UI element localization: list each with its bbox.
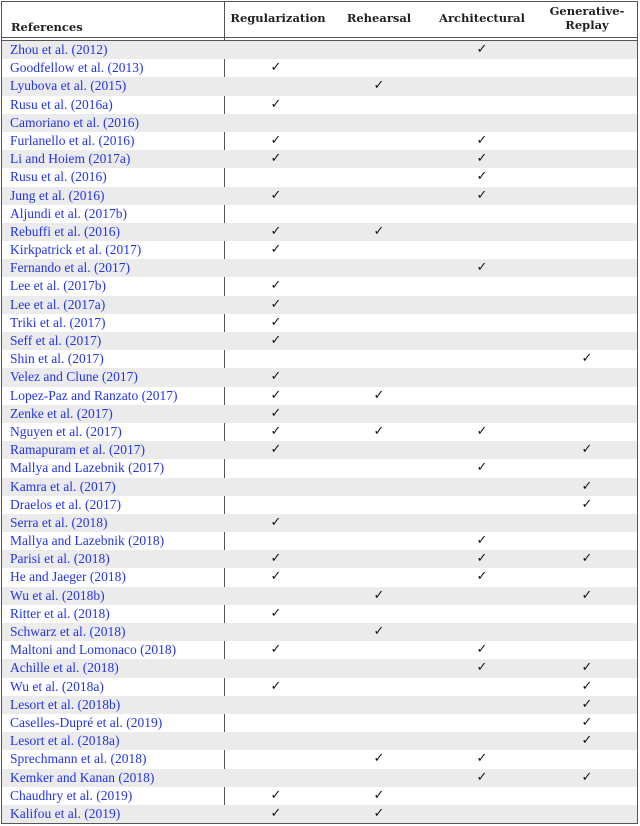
table-row: [2, 114, 637, 132]
reference-link[interactable]: Achille et al. (2018): [10, 660, 119, 676]
check-icon-rehearsal: ✓: [373, 78, 385, 94]
check-icon-architectural: ✓: [476, 642, 488, 658]
table-row: [2, 387, 637, 405]
reference-link[interactable]: Mallya and Lazebnik (2018): [10, 533, 165, 549]
check-icon-architectural: ✓: [476, 151, 488, 167]
reference-link[interactable]: Kirkpatrick et al. (2017): [10, 242, 142, 258]
reference-link[interactable]: Lesort et al. (2018a): [10, 733, 120, 749]
check-icon-regularization: ✓: [270, 132, 282, 148]
check-icon-rehearsal: ✓: [373, 423, 385, 439]
table-row: [2, 532, 637, 550]
reference-link[interactable]: Draelos et al. (2017): [10, 496, 121, 512]
reference-link[interactable]: Rusu et al. (2016a): [10, 96, 113, 112]
table-row: [2, 332, 637, 350]
check-icon-rehearsal: ✓: [373, 751, 385, 767]
table-row: [2, 732, 637, 750]
table-row: [2, 96, 637, 114]
table-row: [2, 423, 637, 441]
check-icon-regularization: ✓: [270, 333, 282, 348]
check-icon-regularization: ✓: [270, 605, 282, 621]
table-row: [2, 696, 637, 714]
reference-link[interactable]: Aljundi et al. (2017b): [10, 205, 127, 221]
table-row: [2, 223, 637, 241]
table-row: [2, 350, 637, 368]
reference-link[interactable]: Furlanello et al. (2016): [10, 132, 135, 148]
check-icon-regularization: ✓: [270, 642, 282, 658]
reference-link[interactable]: Wu et al. (2018a): [10, 678, 104, 694]
check-icon-generative-replay: ✓: [581, 478, 593, 494]
reference-link[interactable]: Sprechmann et al. (2018): [10, 751, 147, 767]
check-icon-regularization: ✓: [270, 187, 282, 203]
check-icon-regularization: ✓: [270, 805, 282, 821]
table-row: [2, 77, 637, 95]
table-row: [2, 296, 637, 314]
table-row: [2, 805, 637, 823]
header-references: References: [11, 20, 83, 34]
check-icon-generative-replay: ✓: [581, 733, 593, 749]
reference-link[interactable]: Maltoni and Lomonaco (2018): [10, 642, 177, 658]
check-icon-architectural: ✓: [476, 660, 488, 676]
table-row: [2, 132, 637, 150]
table-row: [2, 568, 637, 586]
reference-link[interactable]: Goodfellow et al. (2013): [10, 60, 144, 76]
check-icon-rehearsal: ✓: [373, 624, 385, 639]
check-icon-architectural: ✓: [476, 260, 488, 276]
header-rule-top: [1, 37, 638, 38]
check-icon-regularization: ✓: [270, 787, 282, 803]
check-icon-rehearsal: ✓: [373, 805, 385, 821]
table-body: [2, 41, 637, 823]
reference-link[interactable]: Kamra et al. (2017): [10, 478, 116, 494]
table-row: [2, 205, 637, 223]
reference-link[interactable]: Mallya and Lazebnik (2017): [10, 460, 165, 476]
header-generative-line2: Replay: [565, 18, 609, 32]
table-row: [2, 459, 637, 477]
table-row: [2, 187, 637, 205]
header-generative-replay: [540, 4, 634, 32]
reference-link[interactable]: Wu et al. (2018b): [10, 587, 105, 603]
check-icon-regularization: ✓: [270, 296, 282, 312]
table-row: [2, 59, 637, 77]
check-icon-regularization: ✓: [270, 314, 282, 330]
header-generative-line1: Generative-: [549, 4, 625, 18]
table-row: [2, 368, 637, 386]
table-header: [0, 0, 640, 38]
table-row: [2, 241, 637, 259]
check-icon-architectural: ✓: [476, 169, 488, 185]
check-icon-regularization: ✓: [270, 60, 282, 76]
table-row: [2, 750, 637, 768]
reference-link[interactable]: Shin et al. (2017): [10, 351, 104, 367]
table-row: [2, 441, 637, 459]
check-icon-generative-replay: ✓: [581, 442, 593, 458]
check-icon-architectural: ✓: [476, 769, 488, 785]
check-icon-regularization: ✓: [270, 223, 282, 239]
reference-link[interactable]: Seff et al. (2017): [10, 333, 102, 348]
table-row: [2, 623, 637, 641]
check-icon-generative-replay: ✓: [581, 714, 593, 730]
table-row: [2, 168, 637, 186]
table-row: [2, 641, 637, 659]
reference-link[interactable]: Lee et al. (2017a): [10, 296, 106, 312]
check-icon-regularization: ✓: [270, 442, 282, 458]
check-icon-architectural: ✓: [476, 460, 488, 476]
table-row: [2, 405, 637, 423]
reference-link[interactable]: Lee et al. (2017b): [10, 278, 106, 294]
table-row: [2, 314, 637, 332]
check-icon-regularization: ✓: [270, 514, 282, 530]
reference-link[interactable]: Lesort et al. (2018b): [10, 696, 121, 712]
header-architectural: Architectural: [439, 11, 525, 25]
table-row: [2, 550, 637, 568]
check-icon-regularization: ✓: [270, 387, 282, 403]
reference-link[interactable]: Kemker and Kanan (2018): [10, 769, 155, 785]
reference-link[interactable]: Caselles-Dupré et al. (2019): [10, 714, 163, 730]
table-row: [2, 659, 637, 677]
reference-link[interactable]: Velez and Clune (2017): [10, 369, 138, 385]
reference-link[interactable]: Camoriano et al. (2016): [10, 114, 139, 130]
table-row: [2, 150, 637, 168]
table-row: [2, 514, 637, 532]
header-rehearsal: Rehearsal: [346, 11, 412, 25]
check-icon-regularization: ✓: [270, 551, 282, 567]
check-icon-regularization: ✓: [270, 151, 282, 167]
check-icon-rehearsal: ✓: [373, 387, 385, 403]
reference-link[interactable]: He and Jaeger (2018): [10, 569, 126, 585]
check-icon-generative-replay: ✓: [581, 696, 593, 712]
check-icon-generative-replay: ✓: [581, 351, 593, 367]
check-icon-regularization: ✓: [270, 369, 282, 385]
reference-link[interactable]: Chaudhry et al. (2019): [10, 787, 133, 803]
check-icon-regularization: ✓: [270, 678, 282, 694]
table-row: [2, 605, 637, 623]
reference-link[interactable]: Nguyen et al. (2017): [10, 423, 122, 439]
reference-link[interactable]: Rebuffi et al. (2016): [10, 223, 120, 239]
table-row: [2, 41, 637, 59]
check-icon-regularization: ✓: [270, 96, 282, 112]
reference-link[interactable]: Serra et al. (2018): [10, 514, 108, 530]
table-row: [2, 496, 637, 514]
reference-link[interactable]: Jung et al. (2016): [10, 187, 105, 203]
check-icon-generative-replay: ✓: [581, 769, 593, 785]
check-icon-regularization: ✓: [270, 423, 282, 439]
reference-link[interactable]: Zenke et al. (2017): [10, 405, 113, 421]
check-icon-rehearsal: ✓: [373, 223, 385, 239]
header-regularization: Regularization: [230, 11, 326, 25]
table-row: [2, 787, 637, 805]
check-icon-regularization: ✓: [270, 405, 282, 421]
check-icon-generative-replay: ✓: [581, 678, 593, 694]
check-icon-generative-replay: ✓: [581, 660, 593, 676]
table-row: [2, 678, 637, 696]
reference-link[interactable]: Li and Hoiem (2017a): [10, 151, 131, 167]
check-icon-architectural: ✓: [476, 42, 488, 57]
check-icon-architectural: ✓: [476, 423, 488, 439]
check-icon-architectural: ✓: [476, 187, 488, 203]
reference-link[interactable]: Parisi et al. (2018): [10, 551, 110, 567]
reference-link[interactable]: Lopez-Paz and Ranzato (2017): [10, 387, 178, 403]
reference-link[interactable]: Ramapuram et al. (2017): [10, 442, 145, 458]
check-icon-generative-replay: ✓: [581, 551, 593, 567]
check-icon-generative-replay: ✓: [581, 587, 593, 603]
check-icon-architectural: ✓: [476, 533, 488, 549]
table-row: [2, 714, 637, 732]
check-icon-architectural: ✓: [476, 751, 488, 767]
reference-link[interactable]: Lyubova et al. (2015): [10, 78, 127, 94]
table-row: [2, 587, 637, 605]
reference-link[interactable]: Kalifou et al. (2019): [10, 805, 121, 821]
table-row: [2, 478, 637, 496]
table-row: [2, 277, 637, 295]
check-icon-architectural: ✓: [476, 569, 488, 585]
table-row: [2, 769, 637, 787]
check-icon-generative-replay: ✓: [581, 496, 593, 512]
check-icon-regularization: ✓: [270, 569, 282, 585]
reference-link[interactable]: Ritter et al. (2018): [10, 605, 110, 621]
reference-link[interactable]: Schwarz et al. (2018): [10, 624, 126, 639]
check-icon-regularization: ✓: [270, 242, 282, 258]
reference-link[interactable]: Fernando et al. (2017): [10, 260, 130, 276]
check-icon-regularization: ✓: [270, 278, 282, 294]
check-icon-architectural: ✓: [476, 551, 488, 567]
table-row: [2, 259, 637, 277]
check-icon-rehearsal: ✓: [373, 787, 385, 803]
reference-link[interactable]: Zhou et al. (2012): [10, 42, 108, 57]
check-icon-architectural: ✓: [476, 132, 488, 148]
reference-link[interactable]: Rusu et al. (2016): [10, 169, 107, 185]
check-icon-rehearsal: ✓: [373, 587, 385, 603]
reference-link[interactable]: Triki et al. (2017): [10, 314, 106, 330]
